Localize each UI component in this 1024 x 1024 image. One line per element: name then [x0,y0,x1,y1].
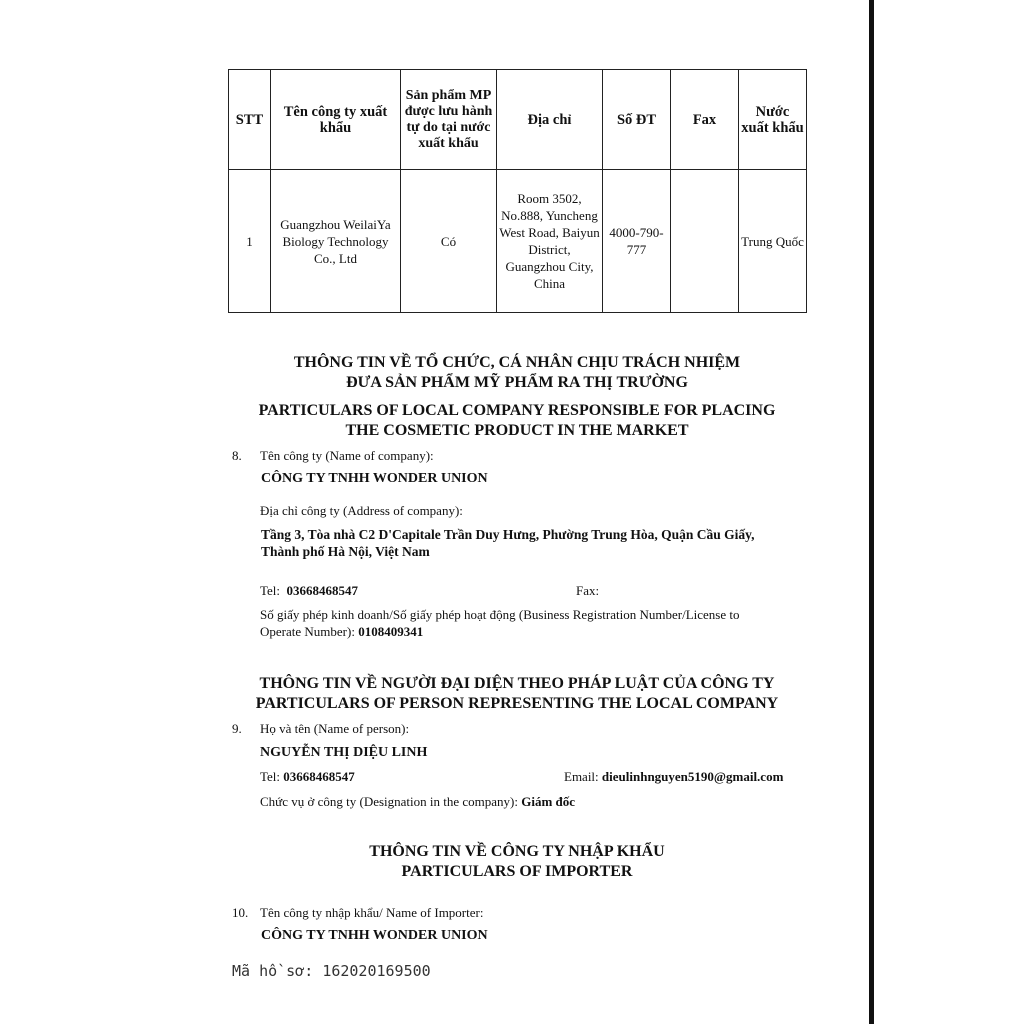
section-title-representative [228,674,806,714]
tel-label: Tel: [260,583,281,598]
license-label: Số giấy phép kinh doanh/Số giấy phép hoạt động (Business Registration Number/License to [260,607,740,622]
header-country: Nước xuất khẩu [739,70,807,170]
importer-name-value: CÔNG TY TNHH WONDER UNION [261,928,488,943]
tel-value: 03668468547 [283,769,355,784]
record-code [232,962,431,980]
company-address-line: Tầng 3, Tòa nhà C2 D'Capitale Trần Duy Hưng, Phường Trung Hòa, Quận Cầu Giấy, [261,527,755,542]
title-line: THÔNG TIN VỀ CÔNG TY NHẬP KHẨU [369,843,665,860]
company-address-line: Thành phố Hà Nội, Việt Nam [261,544,430,559]
section-title-responsible-vi [228,353,806,393]
header-stt: STT [229,70,271,170]
tel-value: 03668468547 [286,583,359,598]
item-number-9: 9. [232,721,242,736]
exporter-table [228,69,807,313]
title-line: PARTICULARS OF PERSON REPRESENTING THE LOCAL COMPANY [255,695,779,712]
title-line: THÔNG TIN VỀ NGƯỜI ĐẠI DIỆN THEO PHÁP LUẬT CỦA CÔNG TY [259,675,775,692]
header-fax: Fax [671,70,739,170]
title-line: PARTICULARS OF LOCAL COMPANY RESPONSIBLE FOR PLACING [258,402,776,419]
company-fax-label: Fax: [576,583,600,598]
title-line: THÔNG TIN VỀ TỔ CHỨC, CÁ NHÂN CHỊU TRÁCH NHIỆM [293,354,741,371]
tel-label: Tel: [260,769,281,784]
license-line [260,623,423,640]
person-designation [260,793,575,810]
company-name-value: CÔNG TY TNHH WONDER UNION [261,471,488,486]
header-address: Địa chỉ [497,70,603,170]
cell-company: Guangzhou WeilaiYa Biology Technology Co., Ltd [271,170,401,313]
person-name-label: Họ và tên (Name of person): [260,721,410,736]
license-label-cont: Operate Number): [260,624,355,639]
item-number-8: 8. [232,448,242,463]
header-phone: Số ĐT [603,70,671,170]
company-address-label: Địa chỉ công ty (Address of company): [260,503,463,518]
title-line: PARTICULARS OF IMPORTER [401,863,633,880]
header-product: Sản phẩm MP được lưu hành tự do tại nước xuất khẩu [401,70,497,170]
page-edge-bar [869,0,874,1024]
designation-value: Giám đốc [521,794,576,809]
header-company: Tên công ty xuất khẩu [271,70,401,170]
cell-stt: 1 [229,170,271,313]
item-number-10: 10. [232,905,249,920]
cell-address: Room 3502, No.888, Yuncheng West Road, Baiyun District, Guangzhou City, China [497,170,603,313]
person-name-value: NGUYỄN THỊ DIỆU LINH [260,745,428,760]
title-line: ĐƯA SẢN PHẨM MỸ PHẨM RA THỊ TRƯỜNG [346,374,688,391]
cell-fax [671,170,739,313]
section-title-responsible-en [228,401,806,441]
record-label: Mã hồ sơ: [232,962,314,980]
table-header-row [229,70,807,170]
importer-name-label: Tên công ty nhập khẩu/ Name of Importer: [260,905,484,920]
designation-label: Chức vụ ở công ty (Designation in the company): [260,794,518,809]
record-value: 162020169500 [322,962,431,980]
cell-phone: 4000-790-777 [603,170,671,313]
email-label: Email: [564,769,599,784]
cell-country: Trung Quốc [739,170,807,313]
cell-product: Có [401,170,497,313]
title-line: THE COSMETIC PRODUCT IN THE MARKET [345,422,689,439]
person-tel [260,768,355,785]
company-tel [260,582,358,599]
person-email [564,768,783,785]
table-row [229,170,807,313]
email-value: dieulinhnguyen5190@gmail.com [601,769,784,784]
section-title-importer [228,842,806,882]
license-value: 0108409341 [358,624,424,639]
company-name-label: Tên công ty (Name of company): [260,448,434,463]
